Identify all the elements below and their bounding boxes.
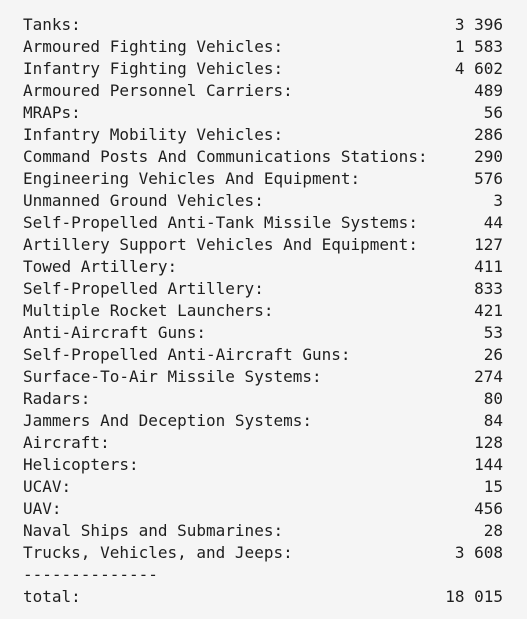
row-label: Tanks:	[23, 15, 81, 34]
equipment-list	[23, 14, 503, 608]
row-label: Infantry Fighting Vehicles:	[23, 59, 284, 78]
list-item-surface-to-air-missile-systems	[23, 366, 503, 388]
row-label: Surface-To-Air Missile Systems:	[23, 367, 322, 386]
row-label: Naval Ships and Submarines:	[23, 521, 284, 540]
row-value: 489	[474, 81, 503, 100]
list-item-uav	[23, 498, 503, 520]
row-value: 286	[474, 125, 503, 144]
row-value: 44	[483, 213, 503, 232]
row-value: 144	[474, 455, 503, 474]
row-label: Armoured Fighting Vehicles:	[23, 37, 284, 56]
row-value: 421	[474, 301, 503, 320]
row-value: 833	[474, 279, 503, 298]
row-label: Trucks, Vehicles, and Jeeps:	[23, 543, 293, 562]
total-value: 18 015	[445, 587, 503, 606]
row-label: Self-Propelled Artillery:	[23, 279, 264, 298]
row-value: 127	[474, 235, 503, 254]
row-value: 1 583	[454, 37, 503, 56]
row-value: 128	[474, 433, 503, 452]
row-value: 576	[474, 169, 503, 188]
list-item-mraps	[23, 102, 503, 124]
row-label: Jammers And Deception Systems:	[23, 411, 312, 430]
row-label: UAV:	[23, 499, 62, 518]
list-item-anti-aircraft-guns	[23, 322, 503, 344]
row-label: Unmanned Ground Vehicles:	[23, 191, 264, 210]
row-value: 80	[483, 389, 503, 408]
row-value: 3 396	[454, 15, 503, 34]
row-label: Artillery Support Vehicles And Equipment:	[23, 235, 418, 254]
list-item-jammers	[23, 410, 503, 432]
row-label: Engineering Vehicles And Equipment:	[23, 169, 361, 188]
row-value: 56	[483, 103, 503, 122]
row-value: 28	[483, 521, 503, 540]
row-value: 456	[474, 499, 503, 518]
list-item-armoured-fighting-vehicles	[23, 36, 503, 58]
list-item-multiple-rocket-launchers	[23, 300, 503, 322]
row-value: 411	[474, 257, 503, 276]
list-item-infantry-fighting-vehicles	[23, 58, 503, 80]
row-label: Helicopters:	[23, 455, 139, 474]
row-label: Radars:	[23, 389, 91, 408]
row-value: 26	[483, 345, 503, 364]
list-item-self-propelled-artillery	[23, 278, 503, 300]
row-label: Multiple Rocket Launchers:	[23, 301, 274, 320]
list-item-helicopters	[23, 454, 503, 476]
row-label: MRAPs:	[23, 103, 81, 122]
list-item-anti-tank-missile-systems	[23, 212, 503, 234]
list-item-engineering-vehicles	[23, 168, 503, 190]
row-label: Self-Propelled Anti-Aircraft Guns:	[23, 345, 351, 364]
row-value: 84	[483, 411, 503, 430]
row-value: 290	[474, 147, 503, 166]
row-label: UCAV:	[23, 477, 72, 496]
row-value: 3	[493, 191, 503, 210]
separator-line: --------------	[23, 565, 158, 584]
row-value: 3 608	[454, 543, 503, 562]
row-label: Aircraft:	[23, 433, 110, 452]
row-value: 274	[474, 367, 503, 386]
list-item-trucks-vehicles-jeeps	[23, 542, 503, 564]
list-item-naval-ships	[23, 520, 503, 542]
row-label: Command Posts And Communications Stations:	[23, 147, 428, 166]
row-value: 53	[483, 323, 503, 342]
list-item-artillery-support-vehicles	[23, 234, 503, 256]
list-item-unmanned-ground-vehicles	[23, 190, 503, 212]
row-label: Anti-Aircraft Guns:	[23, 323, 207, 342]
row-label: Self-Propelled Anti-Tank Missile Systems:	[23, 213, 418, 232]
list-item-aircraft	[23, 432, 503, 454]
row-value: 15	[483, 477, 503, 496]
list-item-self-propelled-anti-aircraft-guns	[23, 344, 503, 366]
row-label: Towed Artillery:	[23, 257, 178, 276]
list-item-radars	[23, 388, 503, 410]
total-row	[23, 586, 503, 608]
row-label: Armoured Personnel Carriers:	[23, 81, 293, 100]
total-label: total:	[23, 587, 81, 606]
list-item-armoured-personnel-carriers	[23, 80, 503, 102]
list-item-towed-artillery	[23, 256, 503, 278]
list-item-ucav	[23, 476, 503, 498]
row-value: 4 602	[454, 59, 503, 78]
list-item-command-posts	[23, 146, 503, 168]
list-item-tanks	[23, 14, 503, 36]
row-label: Infantry Mobility Vehicles:	[23, 125, 284, 144]
list-item-infantry-mobility-vehicles	[23, 124, 503, 146]
